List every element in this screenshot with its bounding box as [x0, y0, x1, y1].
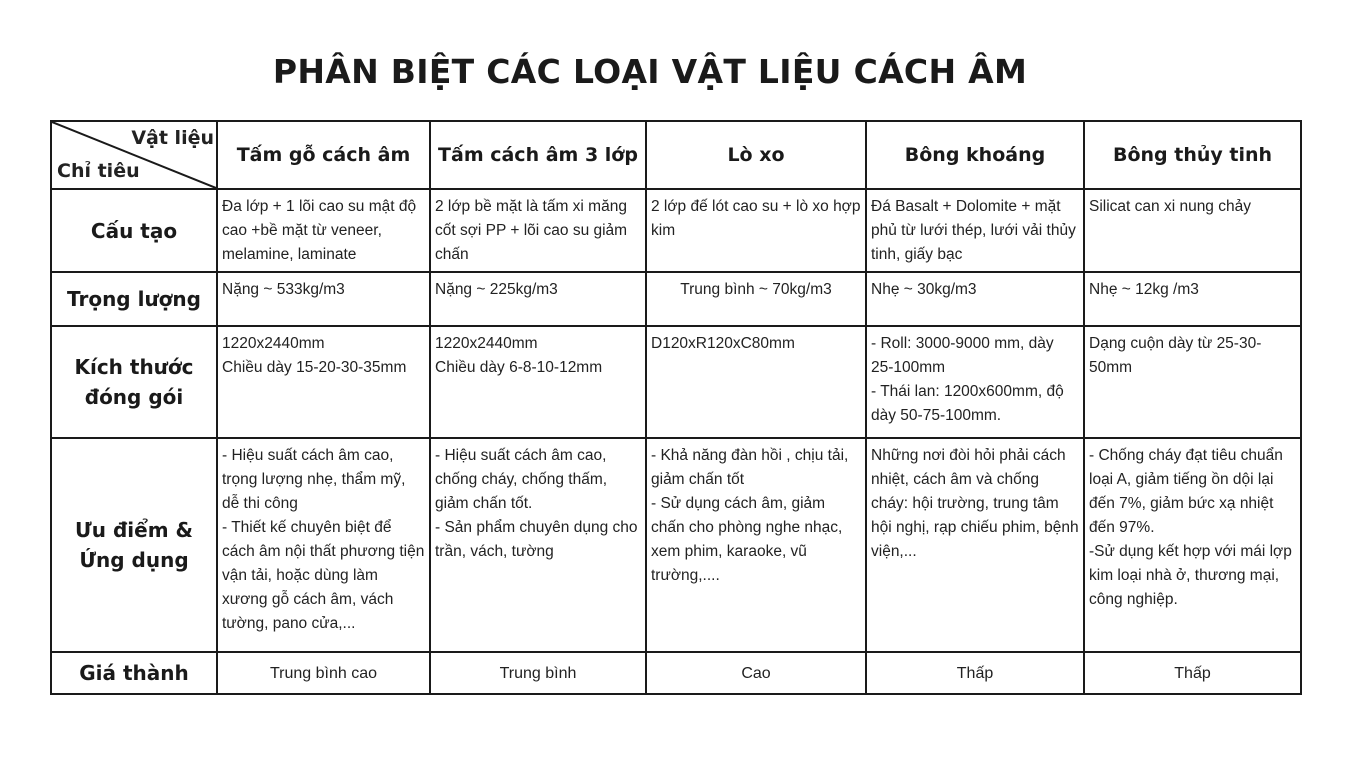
cell-line: Chiều dày 15-20-30-35mm	[222, 359, 407, 376]
column-header: Lò xo	[646, 121, 866, 189]
table-row	[51, 438, 1301, 652]
table-cell: Đá Basalt + Dolomite + mặt phủ từ lưới thép, lưới vải thủy tinh, giấy bạc	[866, 189, 1084, 272]
column-header: Tấm cách âm 3 lớp	[430, 121, 646, 189]
table-cell: Nặng ~ 225kg/m3	[430, 272, 646, 326]
cell-line: Chiều dày 6-8-10-12mm	[435, 359, 603, 376]
column-header: Tấm gỗ cách âm	[217, 121, 430, 189]
table-cell: Nặng ~ 533kg/m3	[217, 272, 430, 326]
table-cell: Dạng cuộn dày từ 25-30-50mm	[1084, 326, 1301, 438]
table-cell	[217, 438, 430, 652]
table-cell: Nhẹ ~ 12kg /m3	[1084, 272, 1301, 326]
table-cell	[430, 326, 646, 438]
table-cell	[430, 438, 646, 652]
table-cell: Trung bình cao	[217, 652, 430, 694]
corner-label-criteria: Chỉ tiêu	[57, 160, 140, 182]
corner-header-cell	[51, 121, 217, 189]
table-cell: Cao	[646, 652, 866, 694]
table-cell: Silicat can xi nung chảy	[1084, 189, 1301, 272]
cell-line: - Roll: 3000-9000 mm, dày 25-100mm	[871, 335, 1054, 376]
cell-line: - Hiệu suất cách âm cao, trọng lượng nhẹ, thẩm mỹ, dễ thi công	[222, 447, 406, 512]
table-row	[51, 326, 1301, 438]
row-header: Cấu tạo	[51, 189, 217, 272]
table-row	[51, 189, 1301, 272]
column-header: Bông khoáng	[866, 121, 1084, 189]
cell-line: 1220x2440mm	[222, 335, 325, 352]
table-cell	[1084, 438, 1301, 652]
table-cell: 2 lớp đế lót cao su + lò xo hợp kim	[646, 189, 866, 272]
row-header: Giá thành	[51, 652, 217, 694]
table-cell: Thấp	[866, 652, 1084, 694]
cell-line: -Sử dụng kết hợp với mái lợp kim loại nhà ở, thương mại, công nghiệp.	[1089, 543, 1292, 608]
table-row	[51, 272, 1301, 326]
cell-line: 1220x2440mm	[435, 335, 538, 352]
cell-line: - Thái lan: 1200x600mm, độ dày 50-75-100mm.	[871, 383, 1064, 424]
table-cell: Trung bình	[430, 652, 646, 694]
table-cell: Những nơi đòi hỏi phải cách nhiệt, cách âm và chống cháy: hội trường, trung tâm hội nghị, rạp chiếu phim, bệnh viện,...	[866, 438, 1084, 652]
cell-line: - Hiệu suất cách âm cao, chống cháy, chống thấm, giảm chấn tốt.	[435, 447, 608, 512]
corner-label-material: Vật liệu	[131, 127, 214, 149]
column-header: Bông thủy tinh	[1084, 121, 1301, 189]
cell-line: - Sử dụng cách âm, giảm chấn cho phòng nghe nhạc, xem phim, karaoke, vũ trường,....	[651, 495, 843, 584]
comparison-table	[50, 120, 1302, 695]
table-cell: D120xR120xC80mm	[646, 326, 866, 438]
table-cell: Trung bình ~ 70kg/m3	[646, 272, 866, 326]
table-header-row	[51, 121, 1301, 189]
table-cell: 2 lớp bề mặt là tấm xi măng cốt sợi PP + lõi cao su giảm chấn	[430, 189, 646, 272]
table-cell: Nhẹ ~ 30kg/m3	[866, 272, 1084, 326]
row-header: Kích thước đóng gói	[51, 326, 217, 438]
page-title: PHÂN BIỆT CÁC LOẠI VẬT LIỆU CÁCH ÂM	[272, 52, 1028, 91]
table-cell	[646, 438, 866, 652]
row-header: Trọng lượng	[51, 272, 217, 326]
cell-line: - Thiết kế chuyên biệt để cách âm nội thất phương tiện vận tải, hoặc dùng làm xương gỗ cách âm, vách tường, pano cửa,...	[222, 519, 425, 632]
table-cell	[217, 326, 430, 438]
table-cell: Thấp	[1084, 652, 1301, 694]
table-cell	[866, 326, 1084, 438]
table-row	[51, 652, 1301, 694]
table-cell: Đa lớp + 1 lõi cao su mật độ cao +bề mặt từ veneer, melamine, laminate	[217, 189, 430, 272]
cell-line: - Sản phẩm chuyên dụng cho trần, vách, tường	[435, 519, 638, 560]
cell-line: - Khả năng đàn hồi , chịu tải, giảm chấn tốt	[651, 447, 849, 488]
row-header: Ưu điểm & Ứng dụng	[51, 438, 217, 652]
cell-line: - Chống cháy đạt tiêu chuẩn loại A, giảm tiếng ồn dội lại đến 7%, giảm bức xạ nhiệt đến 97%.	[1089, 447, 1283, 536]
